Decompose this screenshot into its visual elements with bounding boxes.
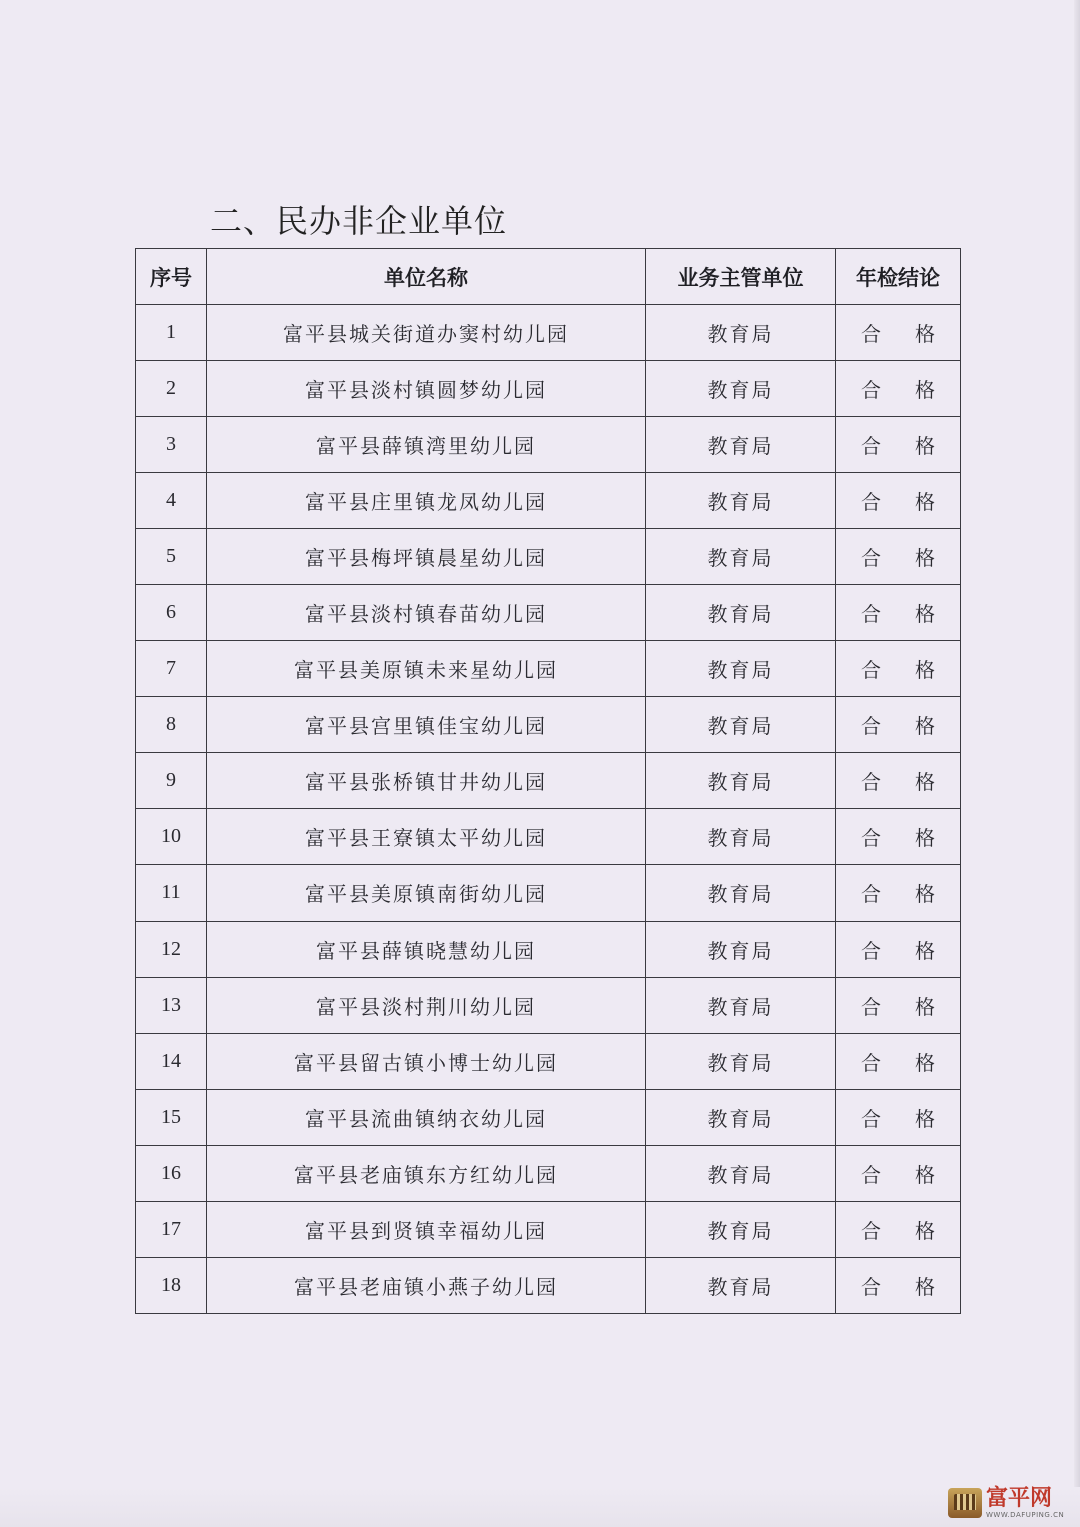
cell-inspection-result — [836, 977, 961, 1033]
cell-serial-number: 9 — [136, 753, 207, 809]
cell-unit-name: 富平县城关街道办窦村幼儿园 — [207, 305, 646, 361]
cell-inspection-result — [836, 1257, 961, 1313]
cell-supervising-unit: 教育局 — [646, 809, 836, 865]
header-unit-name: 单位名称 — [207, 249, 646, 305]
page-edge — [1074, 0, 1080, 1527]
cell-inspection-result — [836, 1089, 961, 1145]
cell-unit-name: 富平县淡村荆川幼儿园 — [207, 977, 646, 1033]
result-char: 格 — [915, 434, 935, 459]
cell-serial-number: 3 — [136, 417, 207, 473]
cell-inspection-result — [836, 473, 961, 529]
result-char: 合 — [861, 490, 881, 515]
cell-inspection-result — [836, 921, 961, 977]
cell-unit-name: 富平县梅坪镇晨星幼儿园 — [207, 529, 646, 585]
result-char: 格 — [915, 546, 935, 571]
result-char: 合 — [861, 826, 881, 851]
result-char: 合 — [861, 1218, 881, 1243]
result-char: 格 — [915, 1274, 935, 1299]
result-char: 格 — [915, 378, 935, 403]
cell-serial-number: 13 — [136, 977, 207, 1033]
table-row — [136, 921, 961, 977]
cell-serial-number: 8 — [136, 697, 207, 753]
table-row — [136, 1257, 961, 1313]
cell-unit-name: 富平县到贤镇幸福幼儿园 — [207, 1201, 646, 1257]
result-char: 格 — [915, 322, 935, 347]
cell-unit-name: 富平县美原镇未来星幼儿园 — [207, 641, 646, 697]
result-char: 格 — [915, 938, 935, 963]
watermark-brand: 富平网 — [986, 1485, 1053, 1511]
cell-inspection-result — [836, 753, 961, 809]
watermark-url: WWW.DAFUPING.CN — [986, 1510, 1065, 1519]
result-char: 合 — [861, 882, 881, 907]
table-row — [136, 1201, 961, 1257]
result-char: 合 — [861, 938, 881, 963]
fuping-gate-logo-icon — [948, 1488, 982, 1518]
result-char: 格 — [915, 770, 935, 795]
cell-serial-number: 7 — [136, 641, 207, 697]
cell-unit-name: 富平县老庙镇小燕子幼儿园 — [207, 1257, 646, 1313]
result-char: 格 — [915, 658, 935, 683]
table-row — [136, 305, 961, 361]
cell-unit-name: 富平县张桥镇甘井幼儿园 — [207, 753, 646, 809]
result-char: 格 — [915, 994, 935, 1019]
cell-serial-number: 15 — [136, 1089, 207, 1145]
cell-supervising-unit: 教育局 — [646, 641, 836, 697]
cell-inspection-result — [836, 809, 961, 865]
table-row — [136, 697, 961, 753]
result-char: 合 — [861, 714, 881, 739]
site-watermark — [948, 1485, 1066, 1521]
cell-inspection-result — [836, 529, 961, 585]
cell-unit-name: 富平县薛镇湾里幼儿园 — [207, 417, 646, 473]
cell-supervising-unit: 教育局 — [646, 361, 836, 417]
cell-supervising-unit: 教育局 — [646, 697, 836, 753]
cell-supervising-unit: 教育局 — [646, 865, 836, 921]
result-char: 格 — [915, 1218, 935, 1243]
table-row — [136, 809, 961, 865]
cell-serial-number: 11 — [136, 865, 207, 921]
cell-inspection-result — [836, 865, 961, 921]
cell-inspection-result — [836, 641, 961, 697]
table-row — [136, 417, 961, 473]
cell-serial-number: 10 — [136, 809, 207, 865]
cell-unit-name: 富平县淡村镇圆梦幼儿园 — [207, 361, 646, 417]
cell-unit-name: 富平县美原镇南街幼儿园 — [207, 865, 646, 921]
result-char: 格 — [915, 714, 935, 739]
cell-supervising-unit: 教育局 — [646, 1201, 836, 1257]
cell-supervising-unit: 教育局 — [646, 585, 836, 641]
cell-inspection-result — [836, 417, 961, 473]
cell-unit-name: 富平县留古镇小博士幼儿园 — [207, 1033, 646, 1089]
cell-supervising-unit: 教育局 — [646, 977, 836, 1033]
cell-serial-number: 2 — [136, 361, 207, 417]
table-row — [136, 529, 961, 585]
result-char: 格 — [915, 1050, 935, 1075]
table-row — [136, 977, 961, 1033]
result-char: 合 — [861, 378, 881, 403]
result-char: 格 — [915, 1106, 935, 1131]
cell-serial-number: 12 — [136, 921, 207, 977]
cell-unit-name: 富平县流曲镇纳衣幼儿园 — [207, 1089, 646, 1145]
table-row — [136, 753, 961, 809]
result-char: 格 — [915, 490, 935, 515]
cell-supervising-unit: 教育局 — [646, 417, 836, 473]
cell-supervising-unit: 教育局 — [646, 1145, 836, 1201]
result-char: 合 — [861, 1162, 881, 1187]
result-char: 合 — [861, 1274, 881, 1299]
cell-serial-number: 1 — [136, 305, 207, 361]
cell-supervising-unit: 教育局 — [646, 1033, 836, 1089]
cell-supervising-unit: 教育局 — [646, 473, 836, 529]
result-char: 合 — [861, 770, 881, 795]
table-row — [136, 361, 961, 417]
cell-unit-name: 富平县王寮镇太平幼儿园 — [207, 809, 646, 865]
table-row — [136, 1145, 961, 1201]
table-row — [136, 473, 961, 529]
result-char: 合 — [861, 322, 881, 347]
cell-serial-number: 5 — [136, 529, 207, 585]
table-row — [136, 1033, 961, 1089]
result-char: 合 — [861, 602, 881, 627]
table-row — [136, 585, 961, 641]
cell-serial-number: 14 — [136, 1033, 207, 1089]
result-char: 格 — [915, 602, 935, 627]
header-inspection-result: 年检结论 — [836, 249, 961, 305]
result-char: 合 — [861, 1050, 881, 1075]
result-char: 合 — [861, 546, 881, 571]
cell-unit-name: 富平县薛镇晓慧幼儿园 — [207, 921, 646, 977]
cell-unit-name: 富平县庄里镇龙凤幼儿园 — [207, 473, 646, 529]
cell-serial-number: 17 — [136, 1201, 207, 1257]
cell-unit-name: 富平县老庙镇东方红幼儿园 — [207, 1145, 646, 1201]
cell-serial-number: 6 — [136, 585, 207, 641]
result-char: 格 — [915, 1162, 935, 1187]
cell-serial-number: 18 — [136, 1257, 207, 1313]
result-char: 合 — [861, 434, 881, 459]
table-row — [136, 641, 961, 697]
section-title: 二、民办非企业单位 — [210, 202, 508, 240]
cell-unit-name: 富平县宫里镇佳宝幼儿园 — [207, 697, 646, 753]
result-char: 合 — [861, 658, 881, 683]
table-row — [136, 1089, 961, 1145]
cell-supervising-unit: 教育局 — [646, 529, 836, 585]
cell-inspection-result — [836, 697, 961, 753]
table-row — [136, 865, 961, 921]
table-header-row — [136, 249, 961, 305]
page-shadow — [0, 1487, 1080, 1527]
cell-inspection-result — [836, 361, 961, 417]
cell-supervising-unit: 教育局 — [646, 921, 836, 977]
cell-supervising-unit: 教育局 — [646, 1257, 836, 1313]
header-serial-number: 序号 — [136, 249, 207, 305]
cell-inspection-result — [836, 305, 961, 361]
cell-unit-name: 富平县淡村镇春苗幼儿园 — [207, 585, 646, 641]
cell-serial-number: 4 — [136, 473, 207, 529]
inspection-table — [135, 248, 961, 1314]
cell-supervising-unit: 教育局 — [646, 753, 836, 809]
cell-supervising-unit: 教育局 — [646, 1089, 836, 1145]
cell-inspection-result — [836, 1145, 961, 1201]
cell-inspection-result — [836, 1201, 961, 1257]
result-char: 格 — [915, 882, 935, 907]
result-char: 合 — [861, 994, 881, 1019]
header-supervising-unit: 业务主管单位 — [646, 249, 836, 305]
result-char: 合 — [861, 1106, 881, 1131]
cell-inspection-result — [836, 1033, 961, 1089]
cell-serial-number: 16 — [136, 1145, 207, 1201]
cell-inspection-result — [836, 585, 961, 641]
cell-supervising-unit: 教育局 — [646, 305, 836, 361]
result-char: 格 — [915, 826, 935, 851]
